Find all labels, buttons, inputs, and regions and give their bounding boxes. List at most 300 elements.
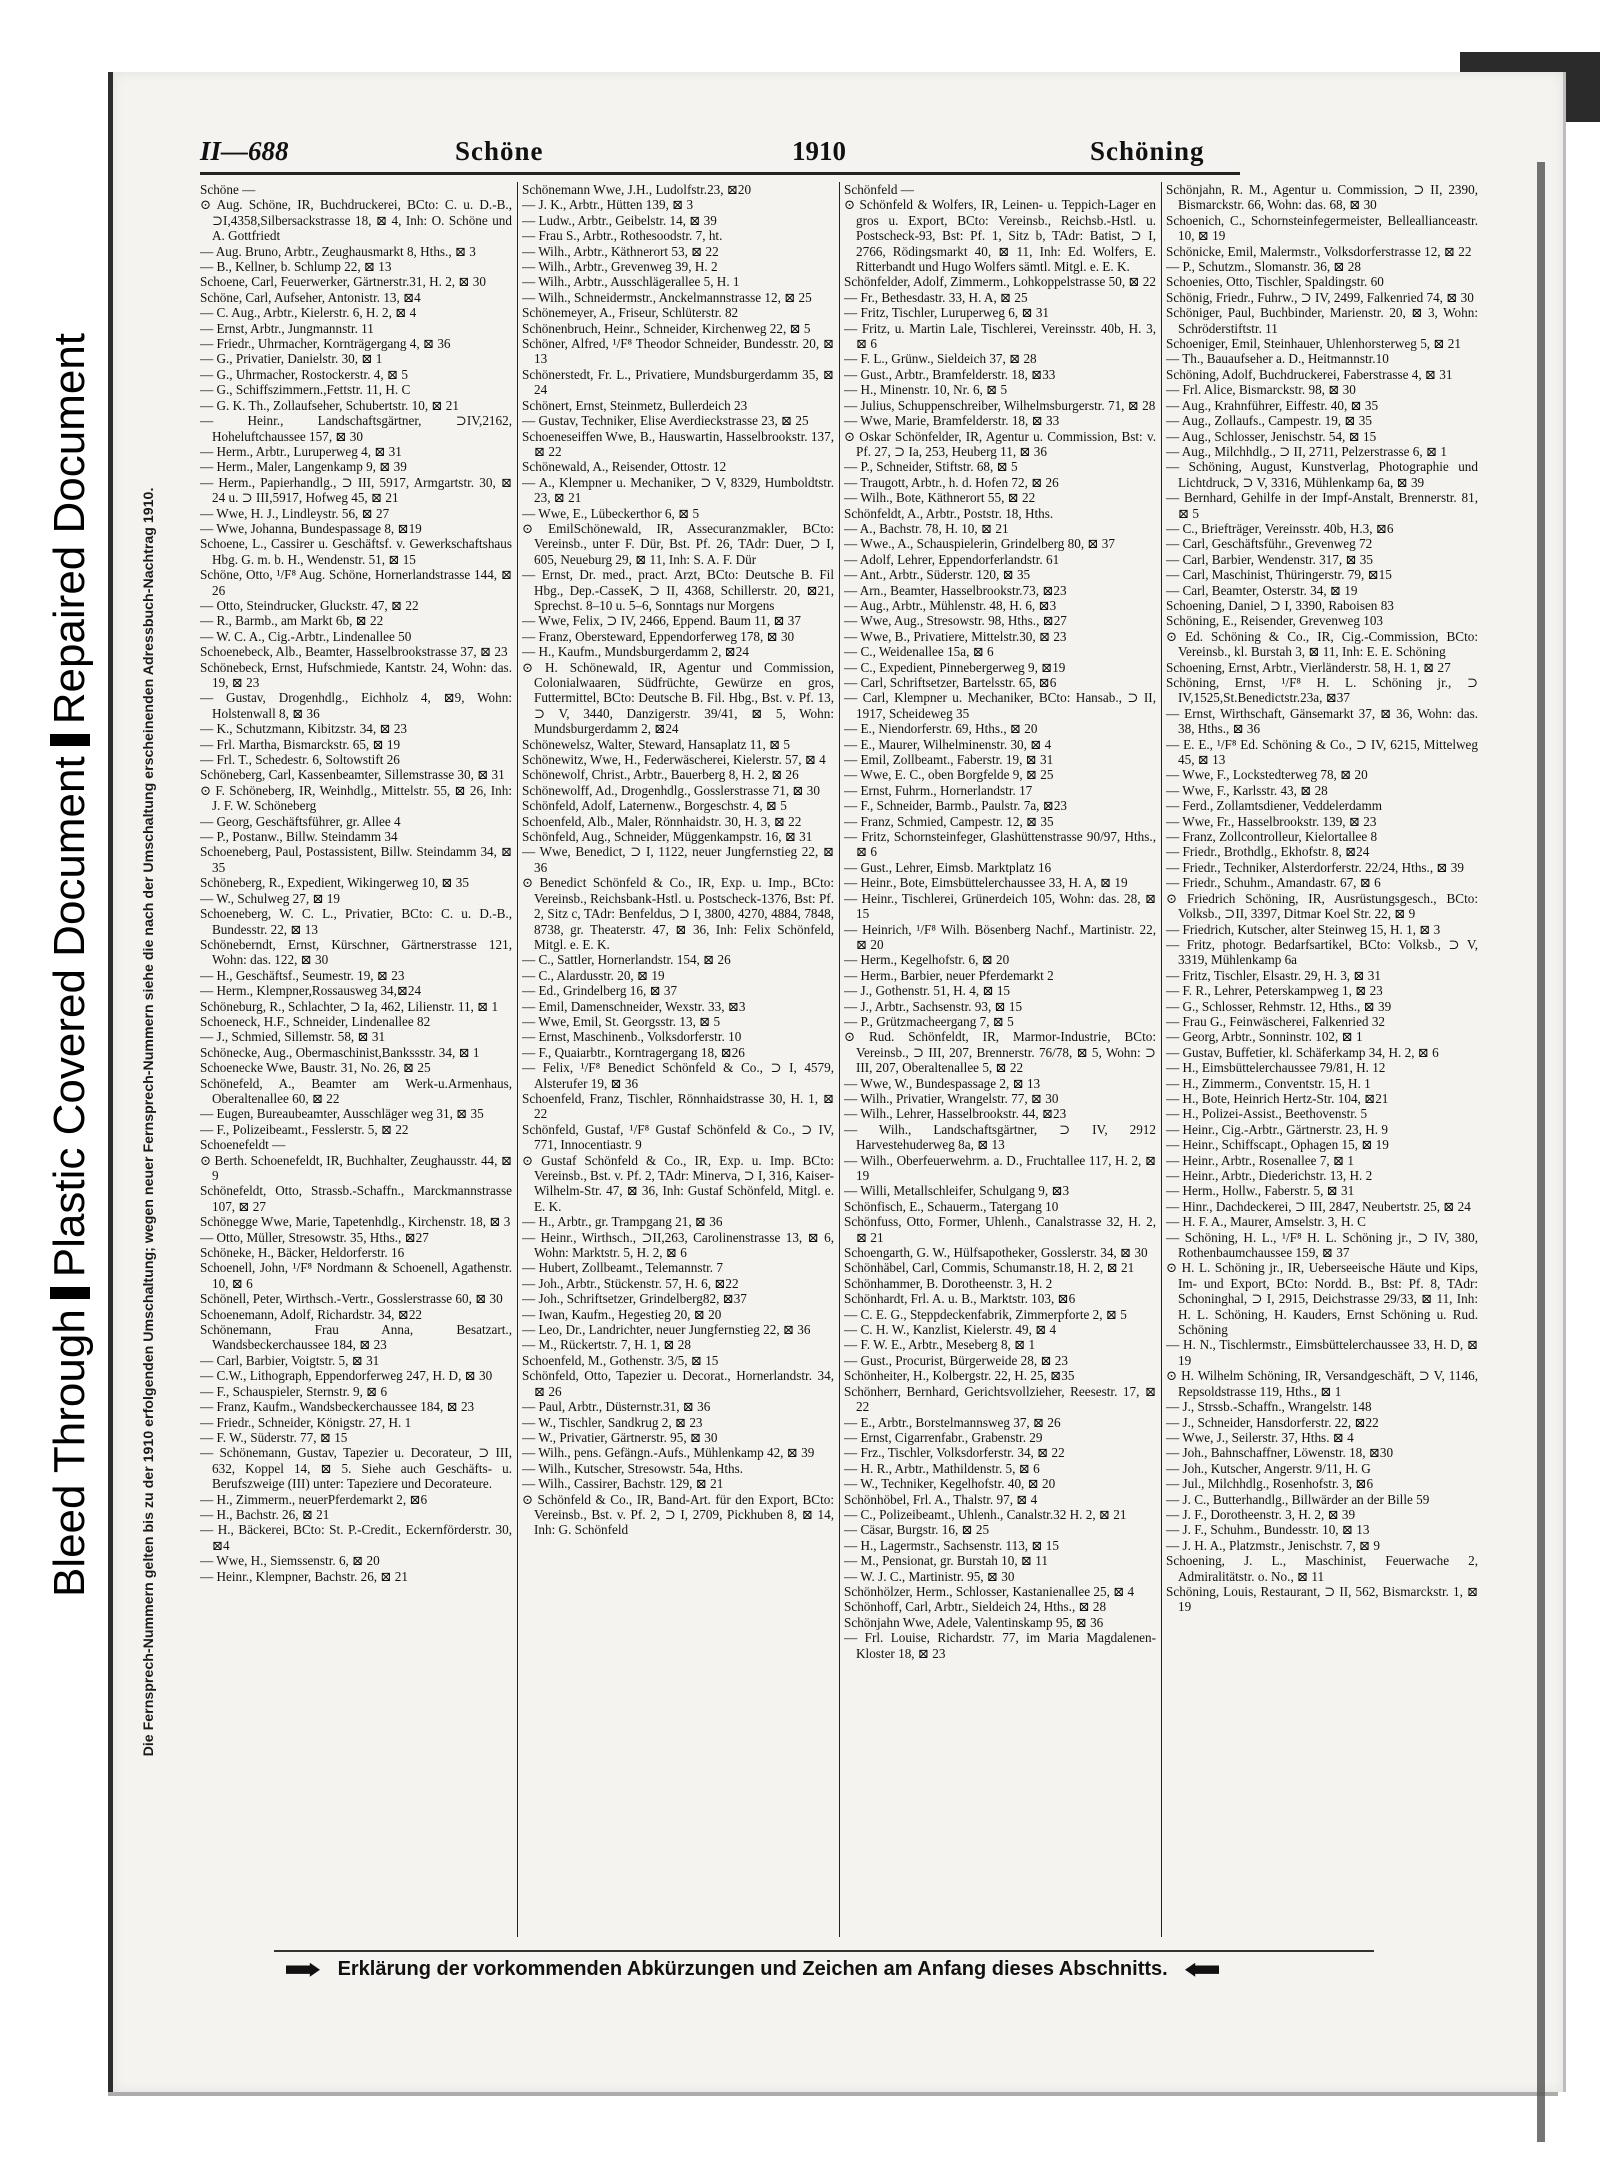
directory-entry: Schoenies, Otto, Tischler, Spaldingstr. 60 bbox=[1166, 274, 1384, 290]
directory-entry: — E. E., ¹/F⁸ Ed. Schöning & Co., ⊃ IV, 6215, Mittelweg 45, ⊠ 13 bbox=[1166, 736, 1478, 768]
directory-entry: — H., Lagermstr., Sachsenstr. 113, ⊠ 15 bbox=[844, 1537, 1059, 1553]
directory-entry: Schönfeld, Adolf, Laternenw., Borgeschstr. 4, ⊠ 5 bbox=[522, 798, 787, 814]
header-last-word: Schöning bbox=[1090, 136, 1205, 166]
directory-entry: — Herm., Maler, Langenkamp 9, ⊠ 39 bbox=[200, 459, 407, 475]
directory-entry: — Carl, Beamter, Osterstr. 34, ⊠ 19 bbox=[1166, 582, 1358, 598]
directory-entry: — H., Zimmerm., neuerPferdemarkt 2, ⊠6 bbox=[200, 1491, 428, 1507]
directory-entry: — Heinr., Landschaftsgärtner, ⊃IV,2162, Hoheluftchaussee 157, ⊠ 30 bbox=[200, 413, 512, 444]
directory-entry: Schöning, Ernst, ¹/F⁸ H. L. Schöning jr., ⊃ IV,1525,St.Benedictstr.23a, ⊠37 bbox=[1166, 675, 1478, 706]
directory-entry: — Fritz, Tischler, Luruperweg 6, ⊠ 31 bbox=[844, 305, 1050, 321]
directory-entry: Schoenebeck, Alb., Beamter, Hasselbrookstrasse 37, ⊠ 23 bbox=[200, 644, 508, 660]
directory-entry: Schoeneberg, W. C. L., Privatier, BCto: C. u. D.-B., Bundesstr. 22, ⊠ 13 bbox=[200, 906, 512, 937]
directory-entry: — H., Minenstr. 10, Nr. 6, ⊠ 5 bbox=[844, 382, 1008, 398]
directory-entry: — Friedr., Techniker, Alsterdorferstr. 22/24, Hths., ⊠ 39 bbox=[1166, 859, 1464, 875]
directory-entry: Schoenecke Wwe, Baustr. 31, No. 26, ⊠ 25 bbox=[200, 1060, 431, 1076]
directory-entry: — Hubert, Zollbeamt., Telemannstr. 7 bbox=[522, 1260, 723, 1276]
directory-entry: — Fr., Bethesdastr. 33, H. A, ⊠ 25 bbox=[844, 289, 1028, 305]
directory-entry: Schönefeldt, Otto, Strassb.-Schaffn., Marckmannstrasse 107, ⊠ 27 bbox=[200, 1183, 512, 1214]
directory-entry: — F., Schauspieler, Sternstr. 9, ⊠ 6 bbox=[200, 1383, 388, 1399]
directory-entry: Schoengarth, G. W., Hülfsapotheker, Gosslerstr. 34, ⊠ 30 bbox=[844, 1245, 1148, 1261]
directory-entry: Schöning, Louis, Restaurant, ⊃ II, 562, Bismarckstr. 1, ⊠ 19 bbox=[1166, 1583, 1478, 1615]
directory-entry: — G. K. Th., Zollaufseher, Schubertstr. 10, ⊠ 21 bbox=[200, 397, 459, 413]
directory-entry: — F. R., Lehrer, Peterskampweg 1, ⊠ 23 bbox=[1166, 983, 1383, 999]
directory-entry: — A., Klempner u. Mechaniker, ⊃ V, 8329, Humboldtstr. 23, ⊠ 21 bbox=[522, 474, 834, 506]
page-header bbox=[200, 132, 1240, 175]
directory-entry: — Wwe, Benedict, ⊃ I, 1122, neuer Jungfernstieg 22, ⊠ 36 bbox=[522, 844, 834, 875]
directory-columns bbox=[200, 182, 1490, 1937]
directory-entry: — H. N., Tischlermstr., Eimsbüttelerchaussee 33, H. D, ⊠ 19 bbox=[1166, 1337, 1478, 1368]
directory-entry: Schoening, Daniel, ⊃ I, 3390, Raboisen 83 bbox=[1166, 597, 1394, 613]
directory-entry: Schöne, Otto, ¹/F⁸ Aug. Schöne, Hornerlandstrasse 144, ⊠ 26 bbox=[200, 567, 512, 598]
directory-entry: — C. E. G., Steppdeckenfabrik, Zimmerpforte 2, ⊠ 5 bbox=[844, 1306, 1127, 1322]
directory-entry: — Gust., Procurist, Bürgerweide 28, ⊠ 23 bbox=[844, 1352, 1068, 1368]
directory-entry: — Wwe, F., Karlsstr. 43, ⊠ 28 bbox=[1166, 782, 1328, 798]
directory-entry: — W., Techniker, Kegelhofstr. 40, ⊠ 20 bbox=[844, 1476, 1056, 1492]
directory-entry: Schoenfeld, M., Gothenstr. 3/5, ⊠ 15 bbox=[522, 1352, 719, 1368]
directory-entry: — F., Polizeibeamt., Fesslerstr. 5, ⊠ 22 bbox=[200, 1121, 409, 1137]
directory-entry: Schönemann Wwe, J.H., Ludolfstr.23, ⊠20 bbox=[522, 182, 752, 197]
directory-entry: — Aug., Zollaufs., Campestr. 19, ⊠ 35 bbox=[1166, 413, 1372, 429]
directory-entry: — H. R., Arbtr., Mathildenstr. 5, ⊠ 6 bbox=[844, 1460, 1040, 1476]
directory-entry: — Gust., Arbtr., Bramfelderstr. 18, ⊠33 bbox=[844, 366, 1056, 382]
directory-entry: Schönhoff, Carl, Arbtr., Sieldeich 24, Hths., ⊠ 28 bbox=[844, 1599, 1107, 1615]
directory-entry: — Frl. Alice, Bismarckstr. 98, ⊠ 30 bbox=[1166, 382, 1356, 398]
header-year: 1910 bbox=[792, 136, 846, 166]
page-number: II—688 bbox=[200, 136, 289, 166]
directory-entry: Schöning, Adolf, Buchdruckerei, Faberstrasse 4, ⊠ 31 bbox=[1166, 366, 1453, 382]
directory-entry: — Gustav, Drogenhdlg., Eichholz 4, ⊠9, Wohn: Holstenwall 8, ⊠ 36 bbox=[200, 690, 512, 721]
directory-entry: — Herm., Kegelhofstr. 6, ⊠ 20 bbox=[844, 952, 1010, 968]
directory-column-4 bbox=[1166, 182, 1478, 1937]
directory-entry: — P., Schneider, Stiftstr. 68, ⊠ 5 bbox=[844, 459, 1018, 475]
directory-entry: — Wwe, J., Seilerstr. 37, Hths. ⊠ 4 bbox=[1166, 1429, 1354, 1445]
directory-entry: — Wwe, Marie, Bramfelderstr. 18, ⊠ 33 bbox=[844, 413, 1060, 429]
directory-entry: — Wilh., Privatier, Wrangelstr. 77, ⊠ 30 bbox=[844, 1090, 1059, 1106]
banner-label-repaired: Repaired Document bbox=[45, 332, 94, 725]
directory-entry: Schönjahn Wwe, Adele, Valentinskamp 95, ⊠ 36 bbox=[844, 1614, 1104, 1630]
column-divider bbox=[839, 182, 840, 1937]
directory-entry: — Frau G., Feinwäscherei, Falkenried 32 bbox=[1166, 1013, 1386, 1029]
directory-entry: — Carl, Maschinist, Thüringerstr. 79, ⊠15 bbox=[1166, 567, 1392, 583]
directory-entry: — Fritz, Tischler, Elsastr. 29, H. 3, ⊠ 31 bbox=[1166, 967, 1381, 983]
directory-entry: — Wilh., Landschaftsgärtner, ⊃ IV, 2912 Harvestehuderweg 8a, ⊠ 13 bbox=[844, 1121, 1156, 1153]
directory-entry: — H., Eimsbüttelerchaussee 79/81, H. 12 bbox=[1166, 1060, 1386, 1076]
directory-entry: — R., Barmb., am Markt 6b, ⊠ 22 bbox=[200, 613, 384, 629]
directory-entry: — Wwe, Aug., Stresowstr. 98, Hths., ⊠27 bbox=[844, 613, 1067, 629]
directory-entry: Schönemann, Frau Anna, Besatzart., Wandsbeckerchaussee 184, ⊠ 23 bbox=[200, 1322, 512, 1353]
directory-entry: — Schönemann, Gustav, Tapezier u. Decorateur, ⊃ III, 632, Koppel 14, ⊠ 5. Siehe auch Geschäfts- u. Berufszweige (III) unter: Tapeziere und Decorateure. bbox=[200, 1445, 512, 1492]
directory-entry: ⊙ Berth. Schoenefeldt, IR, Buchhalter, Zeughausstr. 44, ⊠ 9 bbox=[200, 1152, 512, 1183]
directory-entry: — Cäsar, Burgstr. 16, ⊠ 25 bbox=[844, 1522, 990, 1538]
document-condition-banner bbox=[35, 165, 105, 1765]
banner-label-bleed-through: Bleed Through bbox=[45, 1309, 94, 1598]
directory-entry: ⊙ Schönfeld & Co., IR, Band-Art. für den Export, BCto: Vereinsb., Bst. v. Pf. 2, ⊃ I, 2709, Pickhuben 8, ⊠ 14, Inh: G. Schönfeld bbox=[522, 1491, 834, 1538]
directory-entry: — Wilh., Schneidermstr., Anckelmannstrasse 12, ⊠ 25 bbox=[522, 289, 812, 305]
directory-entry: Schoeniger, Emil, Steinhauer, Uhlenhorsterweg 5, ⊠ 21 bbox=[1166, 336, 1461, 352]
directory-entry: — W. J. C., Martinistr. 95, ⊠ 30 bbox=[844, 1568, 1015, 1584]
directory-entry: Schönhäbel, Carl, Commis, Schumanstr.18, H. 2, ⊠ 21 bbox=[844, 1260, 1135, 1276]
directory-entry: — Friedr., Uhrmacher, Kornträgergang 4, ⊠ 36 bbox=[200, 336, 451, 352]
directory-entry: — K., Schutzmann, Kibitzstr. 34, ⊠ 23 bbox=[200, 721, 408, 737]
directory-entry: — Fritz, u. Martin Lale, Tischlerei, Vereinsstr. 40b, H. 3, ⊠ 6 bbox=[844, 320, 1156, 352]
directory-entry: — Ernst, Wirthschaft, Gänsemarkt 37, ⊠ 36, Wohn: das. 38, Hths., ⊠ 36 bbox=[1166, 705, 1478, 737]
directory-entry: — Frz., Tischler, Volksdorferstr. 34, ⊠ 22 bbox=[844, 1445, 1065, 1461]
directory-entry: ⊙ Aug. Schöne, IR, Buchdruckerei, BCto: C. u. D.-B., ⊃I,4358,Silbersackstrasse 18, ⊠ 4, Inh: O. Schöne und A. Gottfriedt bbox=[200, 197, 512, 244]
directory-column-1 bbox=[200, 182, 512, 1937]
directory-entry: — G., Schlosser, Rehmstr. 12, Hths., ⊠ 39 bbox=[1166, 998, 1392, 1014]
directory-entry: — C.W., Lithograph, Eppendorferweg 247, H. D, ⊠ 30 bbox=[200, 1368, 493, 1384]
directory-entry: — W., Privatier, Gärtnerstr. 95, ⊠ 30 bbox=[522, 1429, 718, 1445]
directory-entry: Schönewolff, Ad., Drogenhdlg., Gosslerstrasse 71, ⊠ 30 bbox=[522, 782, 820, 798]
directory-entry: Schönfeld, Aug., Schneider, Müggenkampstr. 16, ⊠ 31 bbox=[522, 829, 813, 845]
directory-entry: Schönfeld — bbox=[844, 182, 914, 197]
directory-entry: — Wilh., Oberfeuerwehrm. a. D., Fruchtallee 117, H. 2, ⊠ 19 bbox=[844, 1152, 1156, 1183]
directory-entry: — Traugott, Arbtr., h. d. Hofen 72, ⊠ 26 bbox=[844, 474, 1059, 490]
directory-entry: Schönhölzer, Herm., Schlosser, Kastanienallee 25, ⊠ 4 bbox=[844, 1583, 1135, 1599]
directory-entry: — Carl, Barbier, Voigtstr. 5, ⊠ 31 bbox=[200, 1352, 380, 1368]
column-divider bbox=[1161, 182, 1162, 1937]
directory-entry: Schönfeldt, A., Arbtr., Poststr. 18, Hths. bbox=[844, 505, 1054, 521]
directory-entry: — Heinrich, ¹/F⁸ Wilh. Bösenberg Nachf., Martinistr. 22, ⊠ 20 bbox=[844, 921, 1156, 952]
directory-entry: — F. W., Süderstr. 77, ⊠ 15 bbox=[200, 1429, 348, 1445]
directory-entry: Schoenich, C., Schornsteinfegermeister, Belleallianceastr. 10, ⊠ 19 bbox=[1166, 212, 1478, 244]
directory-entry: Schönert, Ernst, Steinmetz, Bullerdeich 23 bbox=[522, 397, 748, 413]
directory-entry: — Franz, Kaufm., Wandsbeckerchaussee 184, ⊠ 23 bbox=[200, 1399, 475, 1415]
directory-entry: — Ferd., Zollamtsdiener, Veddelerdamm bbox=[1166, 798, 1383, 814]
directory-entry: — Aug., Arbtr., Mühlenstr. 48, H. 6, ⊠3 bbox=[844, 597, 1057, 613]
directory-entry: — Frl. Martha, Bismarckstr. 65, ⊠ 19 bbox=[200, 736, 401, 752]
directory-entry: — Gust., Lehrer, Eimsb. Marktplatz 16 bbox=[844, 859, 1052, 875]
abbreviation-footer bbox=[274, 1950, 1374, 1988]
directory-entry: — Otto, Steindrucker, Gluckstr. 47, ⊠ 22 bbox=[200, 597, 419, 613]
directory-entry: — Wilh., Arbtr., Grevenweg 39, H. 2 bbox=[522, 259, 718, 275]
directory-entry: Schoene, L., Cassirer u. Geschäftsf. v. Gewerkschaftshaus Hbg. G. m. b. H., Wendenstr. 51, ⊠ 15 bbox=[200, 536, 512, 567]
directory-entry: — P., Grützmacheergang 7, ⊠ 5 bbox=[844, 1013, 1014, 1029]
directory-entry: ⊙ H. Schönewald, IR, Agentur und Commission, Colonialwaaren, Südfrüchte, Gewürze en gros, Futtermittel, BCto: Deutsche B. Fil. Hbg., Bst. v. Pf. 13, ⊃ V, 3440, Danzigerstr. 39/41, ⊠ 5, Wohn: Mundsburgerdamm 2, ⊠24 bbox=[522, 659, 834, 737]
directory-entry: — Wilh., Lehrer, Hasselbrookstr. 44, ⊠23 bbox=[844, 1106, 1067, 1122]
directory-entry: Schönicke, Emil, Malermstr., Volksdorferstrasse 12, ⊠ 22 bbox=[1166, 243, 1472, 259]
directory-entry: Schönewelsz, Walter, Steward, Hansaplatz 11, ⊠ 5 bbox=[522, 736, 791, 752]
directory-entry: ⊙ Rud. Schönfeldt, IR, Marmor-Industrie, BCto: Vereinsb., ⊃ III, 207, Brennerstr. 76/78, ⊠ 5, Wohn: ⊃ III, 207, Oberaltenallee 5, ⊠ 22 bbox=[844, 1029, 1156, 1076]
directory-entry: — Frl. T., Schedestr. 6, Soltowstift 26 bbox=[200, 752, 400, 768]
directory-entry: — H., Geschäftsf., Seumestr. 19, ⊠ 23 bbox=[200, 967, 405, 983]
directory-entry: — W., Schulweg 27, ⊠ 19 bbox=[200, 890, 340, 906]
directory-entry: — Heinr., Schiffscapt., Ophagen 15, ⊠ 19 bbox=[1166, 1137, 1389, 1153]
directory-entry: — Wilh., Cassirer, Bachstr. 129, ⊠ 21 bbox=[522, 1476, 724, 1492]
directory-entry: — J. F., Dorotheenstr. 3, H. 2, ⊠ 39 bbox=[1166, 1506, 1356, 1522]
directory-entry: — Friedr., Schneider, Königstr. 27, H. 1 bbox=[200, 1414, 412, 1430]
directory-entry: — C., Expedient, Pinnebergerweg 9, ⊠19 bbox=[844, 659, 1066, 675]
directory-entry: — Ernst, Dr. med., pract. Arzt, BCto: Deutsche B. Fil Hbg., Dep.-CasseK, ⊃ II, 4368, Schillerstr. 20, ⊠21, Sprechst. 8–10 u. 5–6, Sonntags nur Morgens bbox=[522, 567, 834, 613]
directory-entry: — P., Schutzm., Slomanstr. 36, ⊠ 28 bbox=[1166, 259, 1361, 275]
directory-entry: — C. Aug., Arbtr., Kielerstr. 6, H. 2, ⊠ 4 bbox=[200, 305, 417, 321]
directory-entry: — Ernst, Fuhrm., Hornerlandstr. 17 bbox=[844, 782, 1033, 798]
header-first-word: Schöne bbox=[455, 136, 544, 166]
directory-entry: — Julius, Schuppenschreiber, Wilhelmsburgerstr. 71, ⊠ 28 bbox=[844, 397, 1156, 413]
directory-entry: — C., Briefträger, Vereinsstr. 40b, H.3, ⊠6 bbox=[1166, 520, 1394, 536]
directory-entry: — Herm., Barbier, neuer Pferdemarkt 2 bbox=[844, 967, 1054, 983]
directory-entry: — Aug., Milchhdlg., ⊃ II, 2711, Pelzerstrasse 6, ⊠ 1 bbox=[1166, 443, 1447, 459]
directory-entry: — Herm., Papierhandlg., ⊃ III, 5917, Armgartstr. 30, ⊠ 24 u. ⊃ III,5917, Hofweg 45, ⊠ 21 bbox=[200, 474, 512, 506]
directory-entry: ⊙ Benedict Schönfeld & Co., IR, Exp. u. Imp., BCto: Vereinsb., Reichsbank-Hstl. u. Postscheck-1376, Bst: Pf. 2, Sitz c, TAdr: Benfeldus, ⊃ I, 3800, 4270, 4884, 7848, 8738, gr. Theaterstr. 47, ⊠ 36, Inh: Felix Schönfeld, Mitgl. e. E. K. bbox=[522, 875, 834, 952]
directory-entry: — G., Uhrmacher, Rostockerstr. 4, ⊠ 5 bbox=[200, 366, 408, 382]
directory-entry: — F., Schneider, Barmb., Paulstr. 7a, ⊠23 bbox=[844, 798, 1068, 814]
directory-entry: — Wwe, Fr., Hasselbrookstr. 139, ⊠ 23 bbox=[1166, 813, 1377, 829]
directory-entry: — Arn., Beamter, Hasselbrookstr.73, ⊠23 bbox=[844, 582, 1067, 598]
directory-entry: — H., Kaufm., Mundsburgerdamm 2, ⊠24 bbox=[522, 644, 749, 660]
directory-entry: Schönewald, A., Reisender, Ottostr. 12 bbox=[522, 459, 727, 475]
directory-entry: Schöne — bbox=[200, 182, 256, 197]
directory-entry: — Otto, Müller, Stresowstr. 35, Hths., ⊠27 bbox=[200, 1229, 429, 1245]
directory-entry: — Willi, Metallschleifer, Schulgang 9, ⊠3 bbox=[844, 1183, 1070, 1199]
directory-entry: — M., Pensionat, gr. Burstah 10, ⊠ 11 bbox=[844, 1553, 1048, 1569]
directory-entry: — Paul, Arbtr., Düsternstr.31, ⊠ 36 bbox=[522, 1399, 711, 1415]
directory-entry: — Fritz, Schornsteinfeger, Glashüttenstrasse 90/97, Hths., ⊠ 6 bbox=[844, 829, 1156, 860]
directory-entry: Schöniger, Paul, Buchbinder, Marienstr. 20, ⊠ 3, Wohn: Schröderstiftstr. 11 bbox=[1166, 305, 1478, 336]
directory-entry: — Heinr., Tischlerei, Grünerdeich 105, Wohn: das. 28, ⊠ 15 bbox=[844, 890, 1156, 922]
directory-entry: Schönhöbel, Frl. A., Thalstr. 97, ⊠ 4 bbox=[844, 1491, 1038, 1507]
directory-entry: — Wwe, Emil, St. Georgsstr. 13, ⊠ 5 bbox=[522, 1013, 721, 1029]
directory-entry: — C., Alardusstr. 20, ⊠ 19 bbox=[522, 967, 665, 983]
directory-entry: — Ernst, Cigarrenfabr., Grabenstr. 29 bbox=[844, 1429, 1043, 1445]
directory-entry: — Georg, Arbtr., Sonninstr. 102, ⊠ 1 bbox=[1166, 1029, 1363, 1045]
directory-entry: Schöning, E., Reisender, Grevenweg 103 bbox=[1166, 613, 1384, 629]
directory-entry: — M., Rückertstr. 7, H. 1, ⊠ 28 bbox=[522, 1337, 691, 1353]
directory-entry: Schönenbruch, Heinr., Schneider, Kirchenweg 22, ⊠ 5 bbox=[522, 320, 811, 336]
directory-entry: — Wwe, E., Lübeckerthor 6, ⊠ 5 bbox=[522, 505, 700, 521]
directory-entry: — Joh., Kutscher, Angerstr. 9/11, H. G bbox=[1166, 1460, 1371, 1476]
directory-entry: — Aug., Krahnführer, Eiffestr. 40, ⊠ 35 bbox=[1166, 397, 1379, 413]
directory-entry: Schönherr, Bernhard, Gerichtsvollzieher, Reesestr. 17, ⊠ 22 bbox=[844, 1383, 1156, 1415]
directory-entry: Schönewolf, Christ., Arbtr., Bauerberg 8, H. 2, ⊠ 26 bbox=[522, 767, 799, 783]
footer-text: Erklärung der vorkommenden Abkürzungen und Zeichen am Anfang dieses Abschnitts. bbox=[337, 1958, 1168, 1980]
directory-entry: — Wilh., Arbtr., Ausschlägerallee 5, H. 1 bbox=[522, 274, 740, 290]
directory-entry: Schönig, Friedr., Fuhrw., ⊃ IV, 2499, Falkenried 74, ⊠ 30 bbox=[1166, 289, 1474, 305]
directory-entry: — Heinr., Cig.-Arbtr., Gärtnerstr. 23, H. 9 bbox=[1166, 1121, 1388, 1137]
directory-entry: — J., Gothenstr. 51, H. 4, ⊠ 15 bbox=[844, 983, 1011, 999]
directory-entry: — Heinr., Bote, Eimsbüttelerchaussee 33, H. A, ⊠ 19 bbox=[844, 875, 1128, 891]
directory-entry: ⊙ Schönfeld & Wolfers, IR, Leinen- u. Teppich-Lager en gros u. Export, BCto: Vereinsb., Reichsb.-Hstl. u. Postscheck-93, Bst: Pf. 1, Sitz b, TAdr: Batist, ⊃ I, 2766, Rödingsmarkt 40, ⊠ 11, Inh: Ed. Wolfers, E. Ritterbandt und Hugo Wolfers sämtl. Mitgl. e. E. K. bbox=[844, 197, 1156, 275]
directory-entry: — Heinr., Arbtr., Rosenallee 7, ⊠ 1 bbox=[1166, 1152, 1354, 1168]
directory-entry: — Heinr., Klempner, Bachstr. 26, ⊠ 21 bbox=[200, 1568, 408, 1584]
directory-entry: ⊙ Gustaf Schönfeld & Co., IR, Exp. u. Imp. BCto: Vereinsb., Bst. v. Pf. 2, TAdr: Minerva, ⊃ I, 316, Kaiser-Wilhelm-Str. 47, ⊠ 36, Inh: Gustaf Schönfeld, Mitgl. e. E. K. bbox=[522, 1152, 834, 1214]
directory-entry: — C., Weidenallee 15a, ⊠ 6 bbox=[844, 644, 994, 660]
directory-entry: — J., Schneider, Hansdorferstr. 22, ⊠22 bbox=[1166, 1414, 1379, 1430]
directory-entry: — E., Maurer, Wilhelminenstr. 30, ⊠ 4 bbox=[844, 736, 1052, 752]
directory-entry: — W., Tischler, Sandkrug 2, ⊠ 23 bbox=[522, 1414, 703, 1430]
directory-entry: Schönefeld, A., Beamter am Werk-u.Armenhaus, Oberaltenallee 60, ⊠ 22 bbox=[200, 1075, 512, 1106]
directory-entry: — B., Kellner, b. Schlump 22, ⊠ 13 bbox=[200, 259, 392, 275]
directory-entry: — Iwan, Kaufm., Hegestieg 20, ⊠ 20 bbox=[522, 1306, 722, 1322]
directory-entry: — Wwe., A., Schauspielerin, Grindelberg 80, ⊠ 37 bbox=[844, 536, 1115, 552]
telephone-notice: Die Fernsprech-Nummern gelten bis zu der 1910 erfolgenden Umschaltung; wegen neuer Fernsprech-Nummern siehe die nach der Umschaltung erscheinenden Adressbuch-Nachtrag 1910. bbox=[141, 487, 157, 1757]
directory-entry: — Franz, Obersteward, Eppendorferweg 178, ⊠ 30 bbox=[522, 628, 795, 644]
directory-entry: Schönjahn, R. M., Agentur u. Commission, ⊃ II, 2390, Bismarckstr. 66, Wohn: das. 68, ⊠ 30 bbox=[1166, 182, 1478, 213]
directory-entry: — Joh., Bahnschaffner, Löwenstr. 18, ⊠30 bbox=[1166, 1445, 1394, 1461]
directory-entry: — H., Polizei-Assist., Beethovenstr. 5 bbox=[1166, 1106, 1368, 1122]
banner-separator bbox=[50, 1287, 90, 1299]
scan-margin-line bbox=[1537, 162, 1545, 2142]
pointing-hand-icon bbox=[286, 1963, 320, 1977]
directory-entry: — Emil, Zollbeamt., Faberstr. 19, ⊠ 31 bbox=[844, 752, 1054, 768]
page-bottom-edge bbox=[108, 2092, 1558, 2096]
directory-entry: — Wwe, E. C., oben Borgfelde 9, ⊠ 25 bbox=[844, 767, 1054, 783]
directory-entry: — Franz, Schmied, Campestr. 12, ⊠ 35 bbox=[844, 813, 1054, 829]
directory-entry: — Ant., Arbtr., Süderstr. 120, ⊠ 35 bbox=[844, 567, 1031, 583]
directory-entry: — Ludw., Arbtr., Geibelstr. 14, ⊠ 39 bbox=[522, 212, 717, 228]
directory-entry: Schoeneck, H.F., Schneider, Lindenallee 82 bbox=[200, 1013, 431, 1029]
directory-entry: — Adolf, Lehrer, Eppendorferlandstr. 61 bbox=[844, 551, 1060, 567]
directory-entry: — Hinr., Dachdeckerei, ⊃ III, 2847, Neubertstr. 25, ⊠ 24 bbox=[1166, 1198, 1471, 1214]
directory-entry: — Carl, Geschäftsführ., Grevenweg 72 bbox=[1166, 536, 1373, 552]
directory-entry: — Frl. Louise, Richardstr. 77, im Maria Magdalenen-Kloster 18, ⊠ 23 bbox=[844, 1630, 1156, 1661]
directory-entry: — W. C. A., Cig.-Arbtr., Lindenallee 50 bbox=[200, 628, 412, 644]
directory-entry: — Georg, Geschäftsführer, gr. Allee 4 bbox=[200, 813, 401, 829]
directory-entry: — J., Schmied, Sillemstr. 58, ⊠ 31 bbox=[200, 1029, 386, 1045]
directory-entry: Schöneberg, Carl, Kassenbeamter, Sillemstrasse 30, ⊠ 31 bbox=[200, 767, 505, 783]
directory-entry: ⊙ Ed. Schöning & Co., IR, Cig.-Commission, BCto: Vereinsb., kl. Burstah 3, ⊠ 11, Inh: E. E. Schöning bbox=[1166, 628, 1478, 660]
pointing-hand-icon bbox=[1185, 1963, 1219, 1977]
directory-entry: — Wwe, Johanna, Bundespassage 8, ⊠19 bbox=[200, 520, 422, 536]
directory-entry: — J. K., Arbtr., Hütten 139, ⊠ 3 bbox=[522, 197, 694, 213]
directory-entry: Schöne, Carl, Aufseher, Antonistr. 13, ⊠4 bbox=[200, 289, 421, 305]
directory-entry: — J. C., Butterhandlg., Billwärder an der Bille 59 bbox=[1166, 1491, 1430, 1507]
directory-entry: — H. F. A., Maurer, Amselstr. 3, H. C bbox=[1166, 1214, 1366, 1230]
directory-entry: Schoene, Carl, Feuerwerker, Gärtnerstr.31, H. 2, ⊠ 30 bbox=[200, 274, 486, 290]
directory-entry: Schönhardt, Frl. A. u. B., Marktstr. 103, ⊠6 bbox=[844, 1291, 1076, 1307]
directory-entry: Schönfeld, Otto, Tapezier u. Decorat., Hornerlandstr. 34, ⊠ 26 bbox=[522, 1368, 834, 1399]
directory-entry: — F., Quaiarbtr., Korntragergang 18, ⊠26 bbox=[522, 1044, 745, 1060]
directory-entry: Schöneberndt, Ernst, Kürschner, Gärtnerstrasse 121, Wohn: das. 122, ⊠ 30 bbox=[200, 936, 512, 968]
directory-entry: Schönfisch, E., Schauerm., Tatergang 10 bbox=[844, 1198, 1059, 1214]
directory-entry: — G., Privatier, Danielstr. 30, ⊠ 1 bbox=[200, 351, 383, 367]
directory-entry: Schönewitz, Wwe, H., Federwäscherei, Kielerstr. 57, ⊠ 4 bbox=[522, 752, 826, 768]
directory-entry: — Bernhard, Gehilfe in der Impf-Anstalt, Brennerstr. 81, ⊠ 5 bbox=[1166, 490, 1478, 521]
directory-entry: Schoenfeld, Alb., Maler, Rönnhaidstr. 30, H. 3, ⊠ 22 bbox=[522, 813, 802, 829]
directory-entry: — H., Bachstr. 26, ⊠ 21 bbox=[200, 1506, 330, 1522]
directory-entry: — E., Niendorferstr. 69, Hths., ⊠ 20 bbox=[844, 721, 1038, 737]
directory-entry: — Leo, Dr., Landrichter, neuer Jungfernstieg 22, ⊠ 36 bbox=[522, 1322, 811, 1338]
directory-entry: — Wilh., pens. Gefängn.-Aufs., Mühlenkamp 42, ⊠ 39 bbox=[522, 1445, 815, 1461]
directory-entry: Schönemeyer, A., Friseur, Schlüterstr. 82 bbox=[522, 305, 739, 321]
directory-entry: — E., Arbtr., Borstelmannsweg 37, ⊠ 26 bbox=[844, 1414, 1061, 1430]
directory-entry: — Ed., Grindelberg 16, ⊠ 37 bbox=[522, 983, 678, 999]
directory-entry: — Schöning, H. L., ¹/F⁸ H. L. Schöning jr., ⊃ IV, 380, Rothenbaumchaussee 159, ⊠ 37 bbox=[1166, 1229, 1478, 1261]
directory-entry: — Aug. Bruno, Arbtr., Zeughausmarkt 8, Hths., ⊠ 3 bbox=[200, 243, 476, 259]
directory-entry: — F. L., Grünw., Sieldeich 37, ⊠ 28 bbox=[844, 351, 1037, 367]
directory-entry: — Gustav, Buffetier, kl. Schäferkamp 34, H. 2, ⊠ 6 bbox=[1166, 1044, 1439, 1060]
directory-entry: ⊙ Oskar Schönfelder, IR, Agentur u. Commission, Bst: v. Pf. 27, ⊃ Ia, 253, Heuberg 11, ⊠ 36 bbox=[844, 428, 1156, 459]
directory-entry: Schönecke, Aug., Obermaschinist,Bankssstr. 34, ⊠ 1 bbox=[200, 1044, 480, 1060]
directory-column-3 bbox=[844, 182, 1156, 1937]
directory-entry: — H., Bäckerei, BCto: St. P.-Credit., Eckernförderstr. 30, ⊠4 bbox=[200, 1522, 512, 1553]
directory-entry: Schönell, Peter, Wirthsch.-Vertr., Gosslerstrasse 60, ⊠ 30 bbox=[200, 1291, 503, 1307]
directory-entry: — Heinr., Wirthsch., ⊃II,263, Carolinenstrasse 13, ⊠ 6, Wohn: Marktstr. 5, H. 2, ⊠ 6 bbox=[522, 1229, 834, 1261]
banner-label-plastic-covered: Plastic Covered Document bbox=[45, 756, 94, 1278]
directory-entry: Schoenell, John, ¹/F⁸ Nordmann & Schoenell, Agathenstr. 10, ⊠ 6 bbox=[200, 1260, 512, 1291]
directory-entry: — Felix, ¹/F⁸ Benedict Schönfeld & Co., ⊃ I, 4579, Alsterufer 19, ⊠ 36 bbox=[522, 1060, 834, 1091]
directory-entry: Schönheiter, H., Kolbergstr. 22, H. 25, ⊠35 bbox=[844, 1368, 1075, 1384]
directory-entry: — Frau S., Arbtr., Rothesoodstr. 7, ht. bbox=[522, 228, 723, 244]
directory-entry: — Herm., Klempner,Rossausweg 34,⊠24 bbox=[200, 983, 422, 999]
directory-entry: — A., Bachstr. 78, H. 10, ⊠ 21 bbox=[844, 520, 1009, 536]
directory-entry: Schönfelder, Adolf, Zimmerm., Lohkoppelstrasse 50, ⊠ 22 bbox=[844, 274, 1156, 290]
directory-entry: — Carl, Barbier, Wendenstr. 317, ⊠ 35 bbox=[1166, 551, 1373, 567]
directory-entry: — Wwe, Felix, ⊃ IV, 2466, Eppend. Baum 11, ⊠ 37 bbox=[522, 613, 801, 629]
directory-entry: — H., Bote, Heinrich Hertz-Str. 104, ⊠21 bbox=[1166, 1090, 1389, 1106]
directory-entry: — Wilh., Kutscher, Stresowstr. 54a, Hths. bbox=[522, 1460, 744, 1476]
directory-entry: — Wilh., Arbtr., Käthnerort 53, ⊠ 22 bbox=[522, 243, 719, 259]
directory-entry: Schoening, J. L., Maschinist, Feuerwache 2, Admiralitätstr. o. No., ⊠ 11 bbox=[1166, 1553, 1478, 1584]
directory-entry: Schöner, Alfred, ¹/F⁸ Theodor Schneider, Bundesstr. 20, ⊠ 13 bbox=[522, 336, 834, 367]
directory-entry: — Friedr., Schuhm., Amandastr. 67, ⊠ 6 bbox=[1166, 875, 1381, 891]
directory-entry: — Fritz, photogr. Bedarfsartikel, BCto: Volksb., ⊃ V, 3319, Mühlenkamp 6a bbox=[1166, 936, 1478, 968]
directory-entry: — G., Schiffszimmern.,Fettstr. 11, H. C bbox=[200, 382, 411, 398]
directory-entry: Schoeneseiffen Wwe, B., Hauswartin, Hasselbrookstr. 137, ⊠ 22 bbox=[522, 428, 834, 459]
directory-entry: — J. H. A., Platzmstr., Jenischstr. 7, ⊠ 9 bbox=[1166, 1537, 1380, 1553]
directory-entry: — H., Zimmerm., Conventstr. 15, H. 1 bbox=[1166, 1075, 1371, 1091]
column-divider bbox=[517, 182, 518, 1937]
directory-entry: — J. F., Schuhm., Bundesstr. 10, ⊠ 13 bbox=[1166, 1522, 1370, 1538]
directory-entry: Schöneburg, R., Schlachter, ⊃ Ia, 462, Lilienstr. 11, ⊠ 1 bbox=[200, 998, 499, 1014]
directory-entry: — Joh., Arbtr., Stückenstr. 57, H. 6, ⊠22 bbox=[522, 1275, 739, 1291]
directory-entry: — C., Sattler, Hornerlandstr. 154, ⊠ 26 bbox=[522, 952, 731, 968]
directory-entry: Schöneke, H., Bäcker, Heldorferstr. 16 bbox=[200, 1245, 405, 1261]
directory-entry: — Friedr., Brothdlg., Ekhofstr. 8, ⊠24 bbox=[1166, 844, 1370, 860]
directory-entry: — Ernst, Arbtr., Jungmannstr. 11 bbox=[200, 320, 374, 336]
directory-entry: Schönfeld, Gustaf, ¹/F⁸ Gustaf Schönfeld & Co., ⊃ IV, 771, Innocentiastr. 9 bbox=[522, 1121, 834, 1153]
directory-entry: — J., Strssb.-Schaffn., Wrangelstr. 148 bbox=[1166, 1399, 1372, 1415]
directory-entry: — F. W. E., Arbtr., Meseberg 8, ⊠ 1 bbox=[844, 1337, 1036, 1353]
directory-entry: ⊙ H. L. Schöning jr., IR, Ueberseeische Häute und Kips, Im- und Export, BCto: Nordd. B., Bst: Pf. 8, TAdr: Schoninghal, ⊃ I, 2915, Deichstrasse 29/33, ⊠ 11, Inh: H. L. Schöning, H. Kauders, Ernst Schöning u. Rud. Schöning bbox=[1166, 1260, 1478, 1338]
directory-entry: Schönfuss, Otto, Former, Uhlenh., Canalstrasse 32, H. 2, ⊠ 21 bbox=[844, 1214, 1156, 1245]
directory-entry: Schönebeck, Ernst, Hufschmiede, Kantstr. 24, Wohn: das. 19, ⊠ 23 bbox=[200, 659, 512, 690]
directory-entry: Schönhammer, B. Dorotheenstr. 3, H. 2 bbox=[844, 1275, 1053, 1291]
directory-entry: — P., Postanw., Billw. Steindamm 34 bbox=[200, 829, 398, 845]
directory-entry: Schöneberg, R., Expedient, Wikingerweg 10, ⊠ 35 bbox=[200, 875, 469, 891]
directory-entry: Schönerstedt, Fr. L., Privatiere, Mundsburgerdamm 35, ⊠ 24 bbox=[522, 366, 834, 398]
directory-entry: ⊙ F. Schöneberg, IR, Weinhdlg., Mittelstr. 55, ⊠ 26, Inh: J. F. W. Schöneberg bbox=[200, 782, 512, 814]
directory-entry: — Wilh., Bote, Käthnerort 55, ⊠ 22 bbox=[844, 490, 1036, 506]
directory-entry: — Wwe, F., Lockstedterweg 78, ⊠ 20 bbox=[1166, 767, 1368, 783]
directory-entry: — Emil, Damenschneider, Wexstr. 33, ⊠3 bbox=[522, 998, 746, 1014]
directory-entry: — Wwe, W., Bundespassage 2, ⊠ 13 bbox=[844, 1075, 1041, 1091]
directory-entry: Schoenfeld, Franz, Tischler, Rönnhaidstrasse 30, H. 1, ⊠ 22 bbox=[522, 1090, 834, 1122]
directory-entry: — C. H. W., Kanzlist, Kielerstr. 49, ⊠ 4 bbox=[844, 1322, 1057, 1338]
directory-entry: — Wwe, H. J., Lindleystr. 56, ⊠ 27 bbox=[200, 505, 390, 521]
directory-entry: — Joh., Schriftsetzer, Grindelberg82, ⊠37 bbox=[522, 1291, 747, 1307]
directory-entry: ⊙ EmilSchönewald, IR, Assecuranzmakler, BCto: Vereinsb., unter F. Dür, Bst. Pf. 26, TAdr: Duer, ⊃ I, 605, Neueburg 29, ⊠ 11, Inh: S. A. F. Dür bbox=[522, 520, 834, 567]
directory-entry: — Schöning, August, Kunstverlag, Photographie und Lichtdruck, ⊃ V, 3316, Mühlenkamp 6a, ⊠ 39 bbox=[1166, 459, 1478, 490]
directory-entry: — Th., Bauaufseher a. D., Heitmannstr.10 bbox=[1166, 351, 1389, 367]
directory-entry: — Herm., Arbtr., Luruperweg 4, ⊠ 31 bbox=[200, 443, 402, 459]
directory-entry: Schoening, Ernst, Arbtr., Vierländerstr. 58, H. 1, ⊠ 27 bbox=[1166, 659, 1451, 675]
directory-entry: — C., Polizeibeamt., Uhlenh., Canalstr.32 H. 2, ⊠ 21 bbox=[844, 1506, 1127, 1522]
directory-entry: — Friedrich, Kutscher, alter Steinweg 15, H. 1, ⊠ 3 bbox=[1166, 921, 1441, 937]
banner-separator bbox=[50, 734, 90, 746]
directory-column-2 bbox=[522, 182, 834, 1937]
directory-entry: — Ernst, Maschinenb., Volksdorferstr. 10 bbox=[522, 1029, 742, 1045]
directory-entry: — H., Arbtr., gr. Trampgang 21, ⊠ 36 bbox=[522, 1214, 723, 1230]
directory-entry: — Herm., Hollw., Faberstr. 5, ⊠ 31 bbox=[1166, 1183, 1355, 1199]
directory-entry: — Wwe, H., Siemssenstr. 6, ⊠ 20 bbox=[200, 1553, 380, 1569]
directory-entry: — Carl, Schriftsetzer, Bartelsstr. 65, ⊠6 bbox=[844, 675, 1057, 690]
directory-entry: — Franz, Zollcontrolleur, Kielortallee 8 bbox=[1166, 829, 1378, 845]
directory-entry: — Eugen, Bureaubeamter, Ausschläger weg 31, ⊠ 35 bbox=[200, 1106, 484, 1122]
directory-entry: Schoeneberg, Paul, Postassistent, Billw. Steindamm 34, ⊠ 35 bbox=[200, 844, 512, 875]
directory-entry: Schoenefeldt — bbox=[200, 1137, 286, 1153]
directory-entry: — J., Arbtr., Sachsenstr. 93, ⊠ 15 bbox=[844, 998, 1023, 1014]
